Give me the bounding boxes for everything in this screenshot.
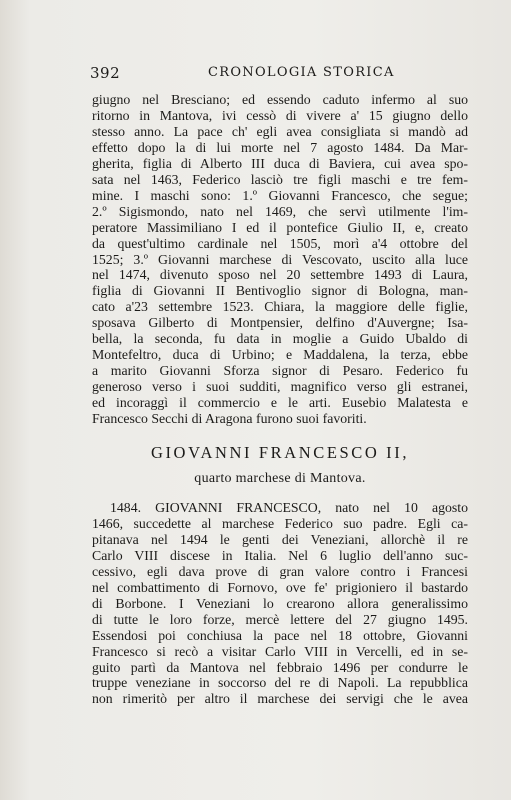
text-line: di Borbone. I Veneziani lo crearono allora generalissimo xyxy=(92,595,468,611)
text-line: ritorno in Mantova, ivi cessò di vivere a' 15 giugno dello xyxy=(92,107,468,123)
text-line: pitanava nel 1494 le genti dei Veneziani, allorchè il re xyxy=(92,531,468,547)
running-title: CRONOLOGIA STORICA xyxy=(208,65,395,80)
section-subheading: quarto marchese di Mantova. xyxy=(194,471,366,486)
text-line: cessivo, egli dava prove di gran valore contro i Francesi xyxy=(92,563,468,579)
text-line: guito partì da Mantova nel febbraio 1496 per condurre le xyxy=(92,659,468,675)
text-line: gherita, figlia di Alberto III duca di Baviera, cui avea spo- xyxy=(92,155,468,171)
page-header xyxy=(90,64,470,84)
text-line: ed incoraggì il commercio e le arti. Eusebio Malatesta e xyxy=(92,395,468,411)
text-line: nel combattimento di Fornovo, ove fe' prigioniero il bastardo xyxy=(92,579,468,595)
text-line: di tutte le loro forze, mercè lettere del 27 giugno 1495. xyxy=(92,611,468,627)
text-line: giugno nel Bresciano; ed essendo caduto infermo al suo xyxy=(92,92,468,107)
text-line: 1484. GIOVANNI FRANCESCO, nato nel 10 agosto xyxy=(110,500,468,515)
paragraph-giovanni-francesco xyxy=(92,500,468,707)
text-line: figlia di Giovanni II Bentivoglio signor di Bologna, man- xyxy=(92,283,468,299)
text-line: peratore Massimiliano I ed il pontefice Giulio II, e, creato xyxy=(92,219,468,235)
text-line: 1525; 3.º Giovanni marchese di Vescovato, uscito alla luce xyxy=(92,251,468,267)
text-line: nel 1474, divenuto sposo nel 20 settembre 1493 di Laura, xyxy=(92,267,468,283)
text-line: stesso anno. La pace ch' egli avea consigliata si mandò ad xyxy=(92,123,468,139)
text-line: Essendosi poi conchiusa la pace nel 18 ottobre, Giovanni xyxy=(92,627,468,643)
section-heading: GIOVANNI FRANCESCO II, xyxy=(150,443,410,462)
text-line: non rimeritò per altro il marchese dei servigi che le avea xyxy=(92,691,468,707)
text-line: cato a'23 settembre 1523. Chiara, la maggiore delle figlie, xyxy=(92,299,468,315)
text-line: Montefeltro, duca di Urbino; e Maddalena, la terza, ebbe xyxy=(92,347,468,363)
text-line: Carlo VIII discese in Italia. Nel 6 luglio dell'anno suc- xyxy=(92,547,468,563)
paragraph-continuation xyxy=(92,92,468,427)
text-line: a marito Giovanni Sforza signor di Pesaro. Federico fu xyxy=(92,363,468,379)
text-line: 2.º Sigismondo, nato nel 1469, che servì utilmente l'im- xyxy=(92,203,468,219)
text-line: mine. I maschi sono: 1.º Giovanni Francesco, che segue; xyxy=(92,187,468,203)
text-line: generoso verso i suoi sudditi, magnifico verso gli estranei, xyxy=(92,379,468,395)
text-line: Francesco si recò a visitar Carlo VIII in Vercelli, ed in se- xyxy=(92,643,468,659)
text-line: bella, la seconda, fu data in moglie a Guido Ubaldo di xyxy=(92,331,468,347)
text-line: sposava Gilberto di Montpensier, delfino d'Auvergne; Isa- xyxy=(92,315,468,331)
text-line: effetto dopo la di lui morte nel 7 agosto 1484. Da Mar- xyxy=(92,139,468,155)
page-number: 392 xyxy=(90,64,121,82)
text-line: sata nel 1463, Federico lasciò tre figli maschi e tre fem- xyxy=(92,171,468,187)
text-line: 1466, succedette al marchese Federico suo padre. Egli ca- xyxy=(92,515,468,531)
text-line: da quest'ultimo cardinale nel 1505, morì a'4 ottobre del xyxy=(92,235,468,251)
text-line: Francesco Secchi di Aragona furono suoi favoriti. xyxy=(92,411,367,427)
text-line: truppe veneziane in soccorso del re di Napoli. La repubblica xyxy=(92,675,468,691)
